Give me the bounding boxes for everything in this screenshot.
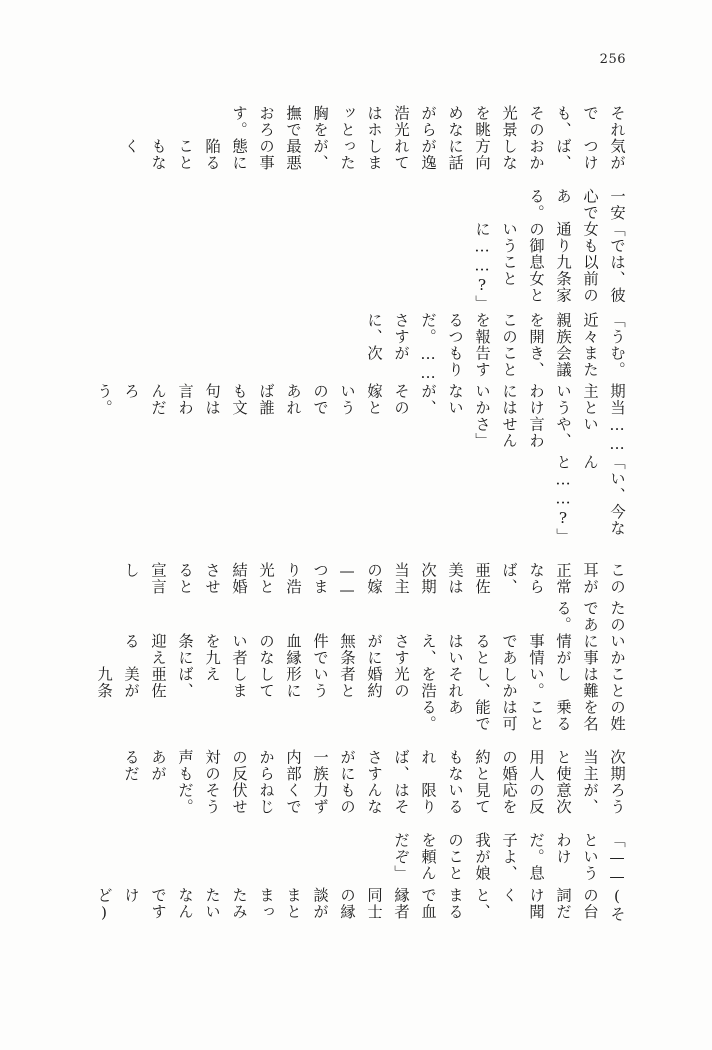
vertical-text-body	[72, 88, 630, 1010]
text-column: 「では、彼女も以前の通り九条家の御息女ということに……?」	[473, 221, 626, 312]
text-column: それでも、その光景を眺めながら浩光はホッと胸を撫でおろす。	[230, 105, 626, 138]
text-column: たのである。	[554, 600, 626, 634]
text-column: ろうが、意次の反応を見ている限りはそんなもの力ずくでねじ伏せそうだ。	[176, 782, 626, 816]
text-column: 「い、今なんと……?」	[554, 454, 626, 546]
text-column: この耳が正常ならば、亜佐美は次期当主の嫁——つまり浩光と結婚させると宣言し	[122, 562, 626, 601]
text-column: 次期当主と使用人の婚約ともなれば、さすがに一族内部からの反対の声もあがるだ	[122, 749, 626, 783]
text-column: ことは難しい。しかし、それを浩光の婚約者という形にしてしまえば、亜佐美が九条	[95, 666, 626, 700]
text-column: (その台詞だけ聞くと、まるで血縁者同士の縁談がまとまったみたいなんですけど)	[95, 887, 626, 924]
text-column: いかに事情が事情であるとはいえ、さすがに無条件で血縁のない者を九条に迎える	[122, 633, 626, 667]
text-column: 気がつけば、おかしな方向に話が逸れてしまったが、最悪の事態に陥ることもなく	[122, 138, 626, 171]
page-number: 256	[599, 52, 626, 67]
text-column: の姓を名乗ることは可能である。	[419, 699, 626, 733]
text-column: 期当主というわけにはいかないが、その嫁というのであれば誰も文句は言わんだろう。	[95, 383, 626, 417]
text-column: 一安心である。	[527, 188, 626, 221]
text-column: ……いや、言わせんさ」	[473, 416, 626, 455]
text-column: 「——というわけだ。息子よ、我が娘のことを頼んだぞ」	[392, 832, 626, 888]
text-column: 「うむ。近々また親族会議を開き、このことを報告するつもりだ。……さすがに、次	[365, 311, 626, 384]
